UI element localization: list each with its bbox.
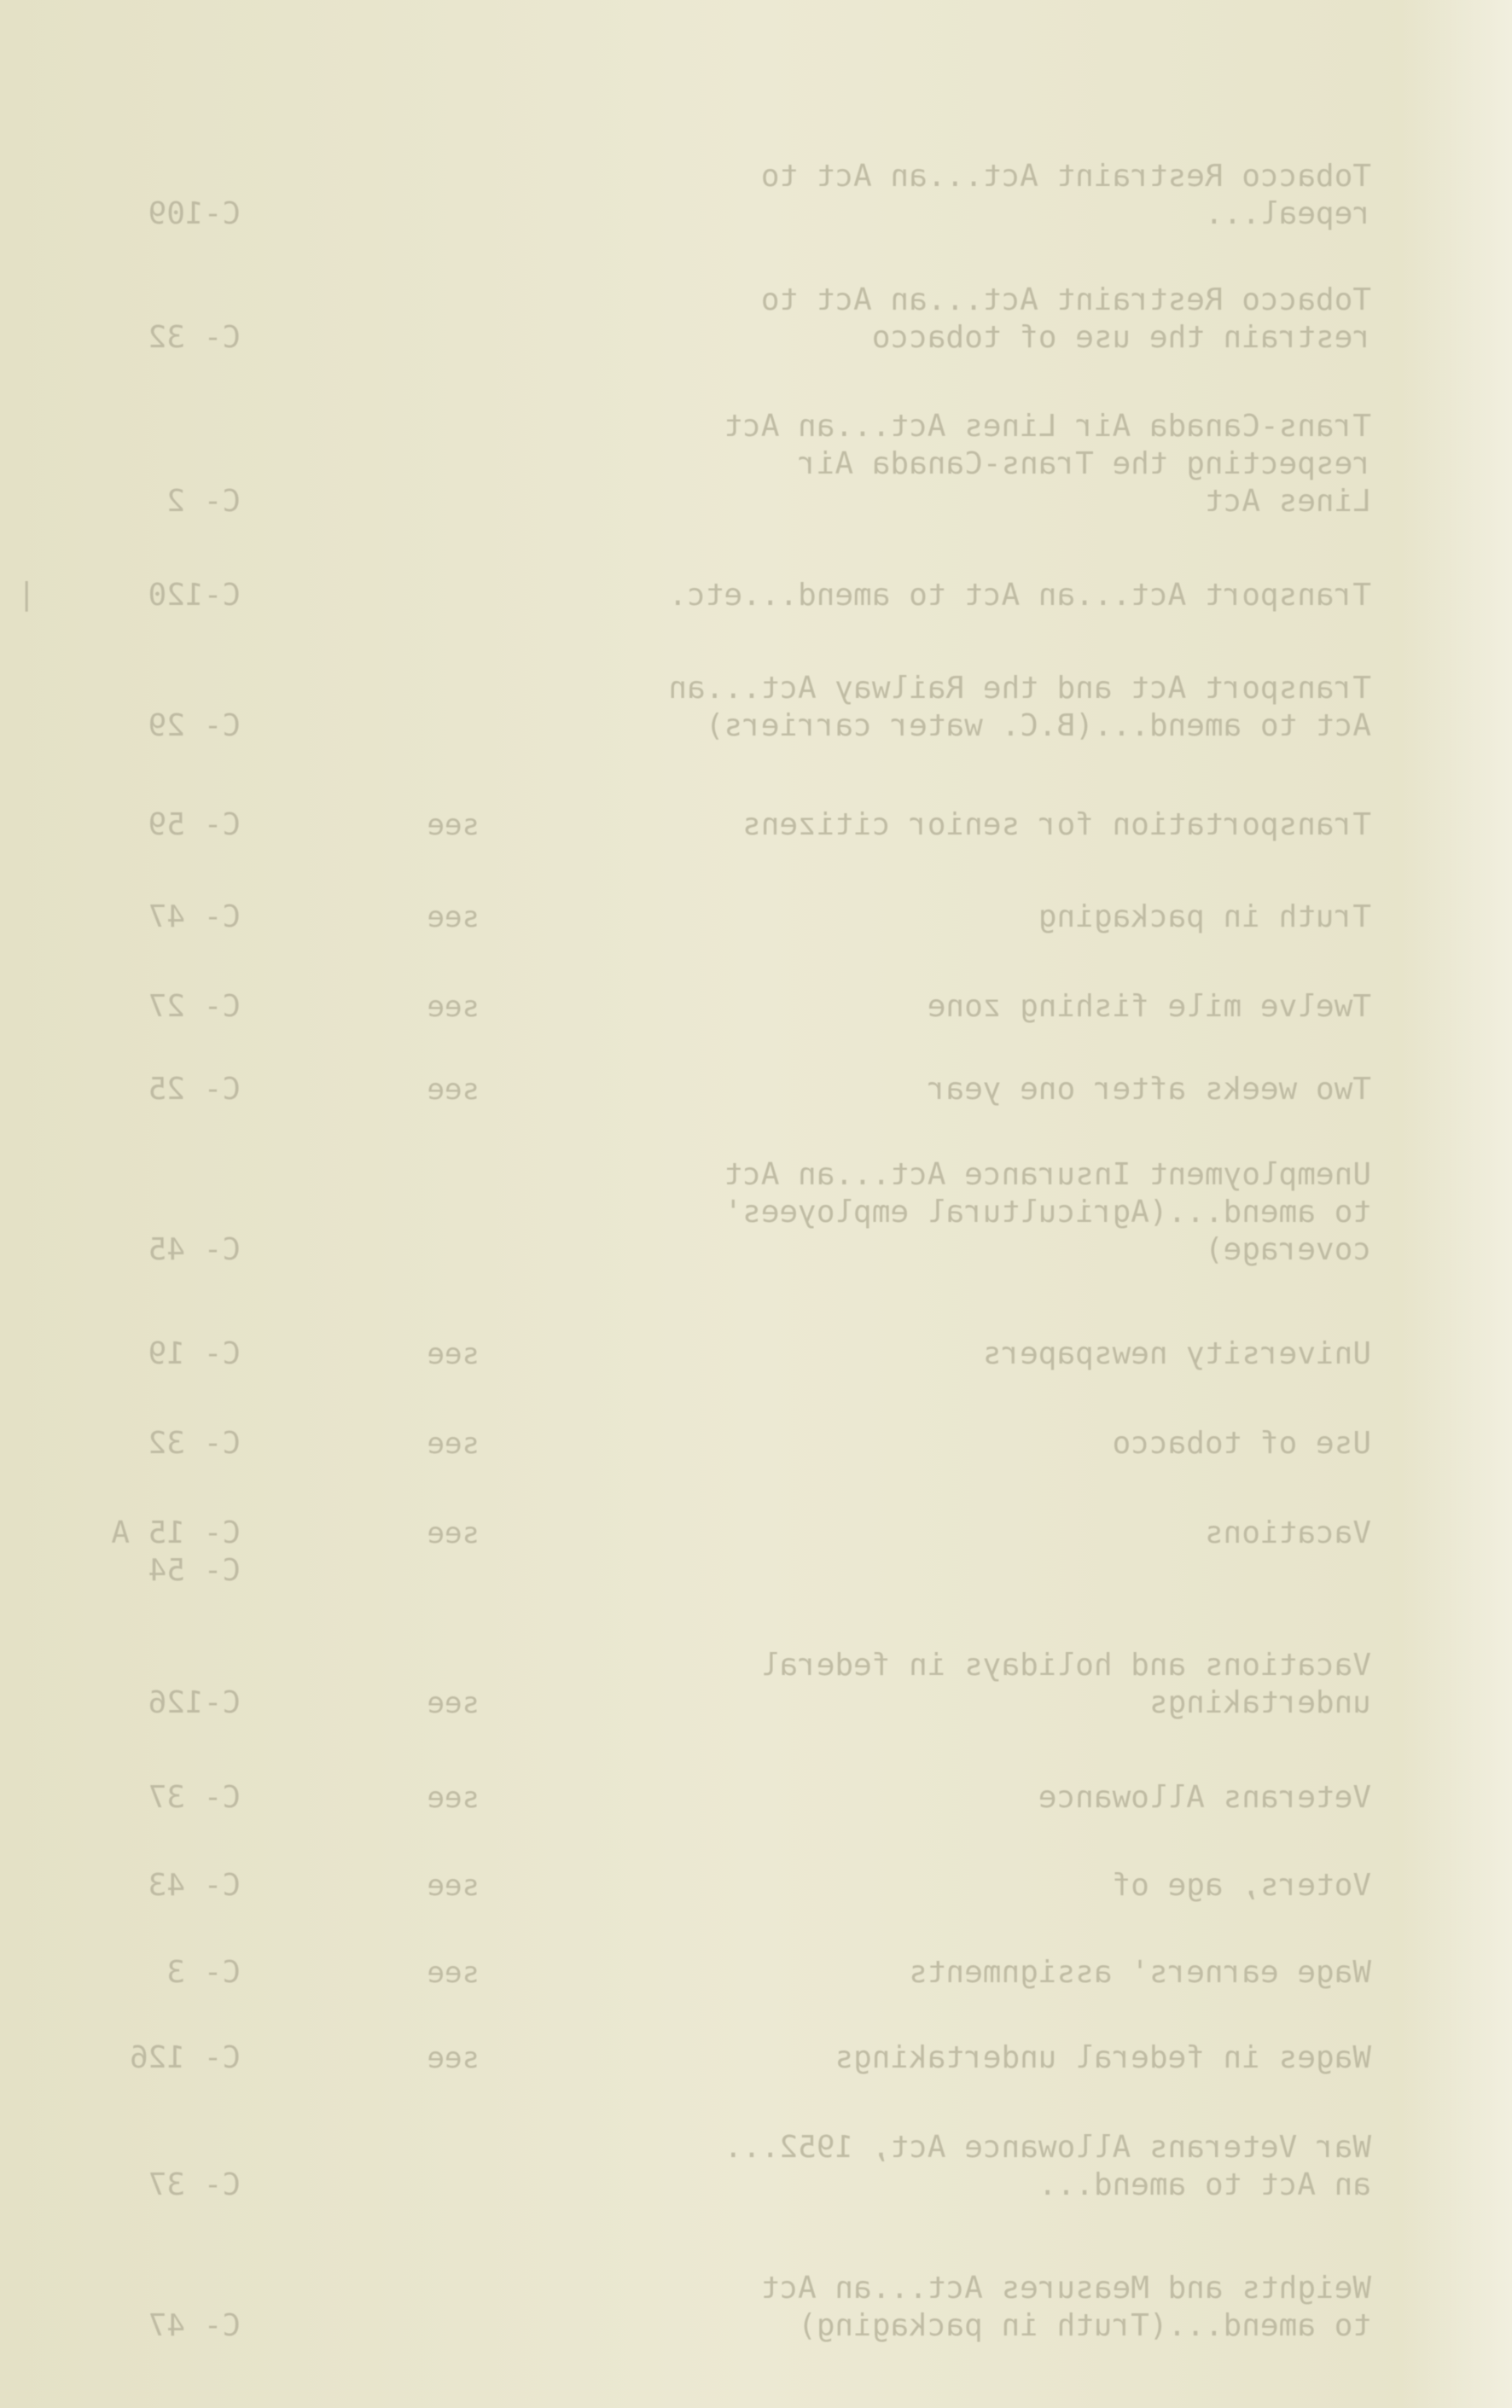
page-reference: C- 59 bbox=[148, 807, 241, 842]
page-reference: C- 27 bbox=[148, 989, 241, 1024]
entry-text-line: undertakings bbox=[1149, 1685, 1371, 1720]
see-reference: see bbox=[427, 1073, 480, 1107]
entry-text-line: to amend...(Truth in packaging) bbox=[798, 2308, 1371, 2343]
entry-text-line: restrain the use of tobacco bbox=[871, 320, 1371, 355]
entry-text-line: Vacations and holidays in federal bbox=[760, 1648, 1371, 1683]
see-reference: see bbox=[427, 1781, 480, 1815]
entry-text-line: Tobacco Restraint Act...an Act to bbox=[760, 282, 1371, 317]
entry-text-line: University newspapers bbox=[982, 1336, 1371, 1371]
entry-text-line: Wages in federal undertakings bbox=[835, 2040, 1371, 2075]
page-edge-shade bbox=[1401, 0, 1512, 2408]
page-reference: C- 37 bbox=[148, 1780, 241, 1815]
margin-mark: | bbox=[17, 577, 36, 612]
page-reference: C- 3 bbox=[166, 1955, 241, 1990]
entry-text-line: an Act to amend... bbox=[1038, 2167, 1371, 2202]
see-reference: see bbox=[427, 1516, 480, 1550]
page-reference: C- 32 bbox=[148, 1426, 241, 1461]
page-reference: C-109 bbox=[148, 196, 241, 231]
entry-text-line: Act to amend...(B.C. water carriers) bbox=[705, 708, 1371, 743]
entry-text-line: Voters, age of bbox=[1112, 1868, 1371, 1903]
entry-text-line: Transportation for senior citizens bbox=[742, 807, 1371, 842]
page-reference: C- 43 bbox=[148, 1868, 241, 1903]
entry-text-line: Veterans Allowance bbox=[1038, 1780, 1371, 1815]
see-reference: see bbox=[427, 900, 480, 934]
page-reference: C- 47 bbox=[148, 899, 241, 934]
see-reference: see bbox=[427, 1869, 480, 1903]
entry-text-line: Unemployment Insurance Act...an Act bbox=[724, 1157, 1371, 1192]
page-reference: C-120 bbox=[148, 578, 241, 613]
see-reference: see bbox=[427, 990, 480, 1024]
page-reference: C-126 bbox=[148, 1685, 241, 1720]
entry-text-line: Twelve mile fishing zone bbox=[927, 989, 1371, 1024]
page-reference: C- 37 bbox=[148, 2167, 241, 2202]
page-reference: C- 29 bbox=[148, 708, 241, 743]
entry-text-line: Trans-Canada Air Lines Act...an Act bbox=[724, 409, 1371, 444]
entry-text-line: Two weeks after one year bbox=[927, 1072, 1371, 1107]
page-reference: C- 32 bbox=[148, 320, 241, 355]
entry-text-line: Wage earners' assignments bbox=[909, 1955, 1371, 1990]
entry-text-line: coverage) bbox=[1204, 1232, 1371, 1267]
see-reference: see bbox=[427, 2041, 480, 2075]
see-reference: see bbox=[427, 1686, 480, 1720]
page-reference: C- 19 bbox=[148, 1336, 241, 1371]
see-reference: see bbox=[427, 1337, 480, 1371]
entry-text-line: Vacations bbox=[1204, 1515, 1371, 1550]
page-reference: C- 25 bbox=[148, 1072, 241, 1107]
see-reference: see bbox=[427, 1956, 480, 1990]
page-reference: C- 2 bbox=[166, 484, 241, 519]
entry-text-line: Tobacco Restraint Act...an Act to bbox=[760, 159, 1371, 194]
entry-text-line: Lines Act bbox=[1204, 484, 1371, 519]
entry-text-line: respecting the Trans-Canada Air bbox=[798, 446, 1371, 481]
entry-text-line: repeal... bbox=[1204, 196, 1371, 231]
entry-text-line: War Veterans Allowance Act, 1952... bbox=[724, 2130, 1371, 2165]
entry-text-line: Transport Act...an Act to amend...etc. bbox=[668, 578, 1371, 613]
entry-text-line: Weights and Measures Act...an Act bbox=[760, 2271, 1371, 2306]
page-reference: C- 126 bbox=[129, 2040, 241, 2075]
entry-text-line: Use of tobacco bbox=[1112, 1426, 1371, 1461]
entry-text-line: Transport Act and the Railway Act...an bbox=[668, 671, 1371, 706]
entry-text-line: Truth in packaging bbox=[1038, 899, 1371, 934]
page-reference: C- 45 bbox=[148, 1232, 241, 1267]
entry-text-line: to amend...(Agricultural employees' bbox=[724, 1195, 1371, 1230]
see-reference: see bbox=[427, 808, 480, 842]
page-reference-secondary: C- 54 bbox=[148, 1553, 241, 1588]
page-reference: C- 15 A bbox=[111, 1515, 241, 1550]
page-reference: C- 47 bbox=[148, 2308, 241, 2343]
see-reference: see bbox=[427, 1427, 480, 1461]
